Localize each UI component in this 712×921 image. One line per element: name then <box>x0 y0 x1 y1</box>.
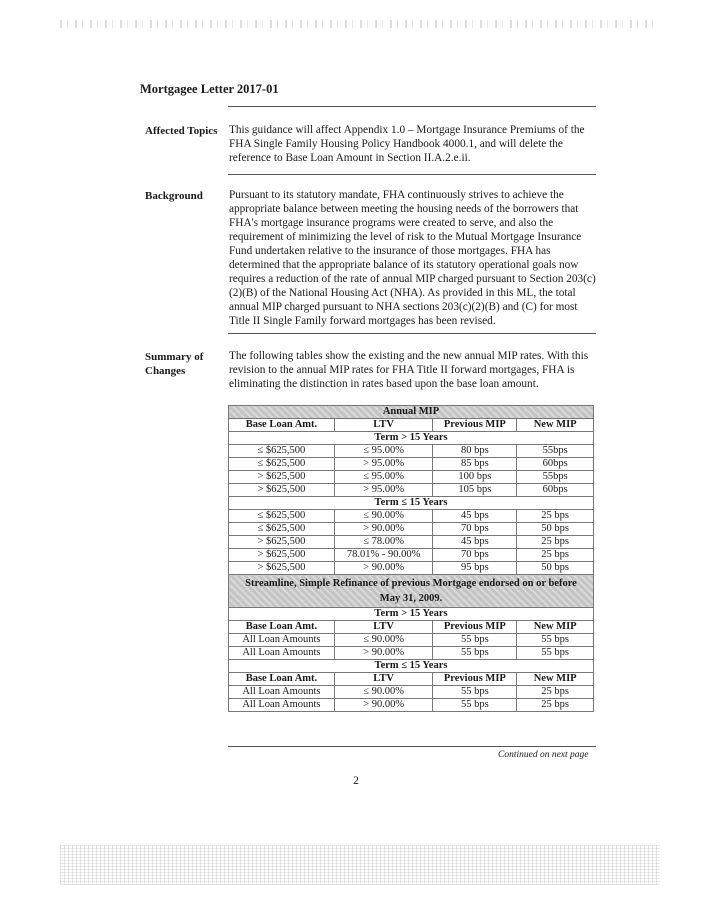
summary-label <box>145 350 225 378</box>
table-cell: 55 bps <box>433 647 517 660</box>
summary-label-line2: Changes <box>145 365 186 377</box>
table-cell: ≤ $625,500 <box>229 458 335 471</box>
table-cell: ≤ 90.00% <box>334 634 433 647</box>
summary-text: The following tables show the existing and the new annual MIP rates. With this revision to the annual MIP rates for FHA Title II forward mortgages, FHA is eliminating the distinction in rates based upon the base loan amount. <box>229 350 589 390</box>
table-cell: ≤ 90.00% <box>334 686 433 699</box>
table-cell: All Loan Amounts <box>229 634 335 647</box>
table-cell: > 90.00% <box>334 562 433 575</box>
table-row <box>229 699 594 712</box>
table-title-row <box>229 406 594 419</box>
table-row <box>229 458 594 471</box>
column-header: Base Loan Amt. <box>229 673 335 686</box>
term-label: Term > 15 Years <box>229 432 594 445</box>
table-cell: 55 bps <box>433 634 517 647</box>
column-header: LTV <box>334 621 433 634</box>
table-cell: 25 bps <box>517 510 594 523</box>
table-cell: 25 bps <box>517 536 594 549</box>
column-header: New MIP <box>517 621 594 634</box>
column-header: Base Loan Amt. <box>229 621 335 634</box>
table-cell: 100 bps <box>433 471 517 484</box>
table-cell: ≤ $625,500 <box>229 445 335 458</box>
table-cell: 70 bps <box>433 549 517 562</box>
column-header: Previous MIP <box>433 419 517 432</box>
summary-body <box>229 349 597 391</box>
annual-mip-table <box>228 405 594 712</box>
divider <box>228 746 596 747</box>
table-cell: 60bps <box>517 484 594 497</box>
table-cell: > $625,500 <box>229 562 335 575</box>
table-cell: 50 bps <box>517 523 594 536</box>
table-cell: 25 bps <box>517 549 594 562</box>
table-cell: > 90.00% <box>334 523 433 536</box>
table-title: Annual MIP <box>229 406 594 419</box>
column-header: New MIP <box>517 419 594 432</box>
affected-topics-text: This guidance will affect Appendix 1.0 – Mortgage Insurance Premiums of the FHA Single Family Housing Policy Handbook 4000.1, and will delete the reference to Base Loan Amount in Section II.A.2.e.ii. <box>229 124 585 164</box>
affected-topics-body <box>229 123 597 165</box>
background-text: Pursuant to its statutory mandate, FHA continuously strives to achieve the appropriate balance between meeting the housing needs of the borrowers that FHA's mortgage insurance programs were created to serve, and also the requirement of minimizing the level of risk to the Mutual Mortgage Insurance Fund undertaken relative to the insurance of those mortgages. FHA has determined that the appropriate balance of its statutory operational goals now requires a reduction of the rate of annual MIP charged pursuant to Section 203(c)(2)(B) of the National Housing Act (NHA). As provided in this ML, the total annual MIP charged pursuant to NHA sections 203(c)(2)(B) and (C) for most Title II Single Family forward mortgages has been revised. <box>229 189 596 327</box>
term-label: Term > 15 Years <box>229 608 594 621</box>
background-label: Background <box>145 190 203 202</box>
table-cell: 45 bps <box>433 510 517 523</box>
table-cell: 55bps <box>517 471 594 484</box>
table-cell: > 90.00% <box>334 699 433 712</box>
term-label: Term ≤ 15 Years <box>229 660 594 673</box>
continued-note: Continued on next page <box>498 750 589 760</box>
table-row <box>229 634 594 647</box>
table-row <box>229 647 594 660</box>
table-cell: > 90.00% <box>334 647 433 660</box>
table-cell: 55bps <box>517 445 594 458</box>
table-cell: 55 bps <box>433 686 517 699</box>
table-cell: > $625,500 <box>229 549 335 562</box>
table-cell: 85 bps <box>433 458 517 471</box>
table-cell: ≤ 95.00% <box>334 445 433 458</box>
table-cell: ≤ $625,500 <box>229 523 335 536</box>
table-row <box>229 445 594 458</box>
term-row <box>229 432 594 445</box>
column-header: Base Loan Amt. <box>229 419 335 432</box>
affected-topics-label: Affected Topics <box>145 125 218 137</box>
scan-noise-bottom <box>60 845 660 885</box>
streamline-title: Streamline, Simple Refinance of previous Mortgage endorsed on or before May 31, 2009. <box>229 575 594 608</box>
table-cell: 45 bps <box>433 536 517 549</box>
table-header-row <box>229 419 594 432</box>
table-cell: 25 bps <box>517 699 594 712</box>
table-cell: All Loan Amounts <box>229 647 335 660</box>
term-row <box>229 497 594 510</box>
table-row <box>229 549 594 562</box>
column-header: LTV <box>334 673 433 686</box>
scan-noise-top <box>60 20 660 28</box>
table-cell: 55 bps <box>517 647 594 660</box>
table-cell: ≤ 78.00% <box>334 536 433 549</box>
table-cell: ≤ 90.00% <box>334 510 433 523</box>
annual-mip-table-body <box>229 406 594 712</box>
table-row <box>229 562 594 575</box>
table-cell: 60bps <box>517 458 594 471</box>
table-row <box>229 686 594 699</box>
column-header: Previous MIP <box>433 621 517 634</box>
table-row <box>229 471 594 484</box>
table-cell: 25 bps <box>517 686 594 699</box>
table-cell: 80 bps <box>433 445 517 458</box>
table-cell: 55 bps <box>433 699 517 712</box>
table-cell: All Loan Amounts <box>229 699 335 712</box>
table-cell: 50 bps <box>517 562 594 575</box>
table-cell: 105 bps <box>433 484 517 497</box>
table-cell: 55 bps <box>517 634 594 647</box>
divider <box>228 174 596 175</box>
term-row <box>229 608 594 621</box>
table-row <box>229 523 594 536</box>
table-cell: ≤ $625,500 <box>229 510 335 523</box>
table-cell: 70 bps <box>433 523 517 536</box>
table-row <box>229 484 594 497</box>
table-cell: > 95.00% <box>334 484 433 497</box>
background-body <box>229 188 597 328</box>
table-row <box>229 536 594 549</box>
column-header: New MIP <box>517 673 594 686</box>
table-cell: > $625,500 <box>229 536 335 549</box>
table-cell: 95 bps <box>433 562 517 575</box>
letter-title: Mortgagee Letter 2017-01 <box>140 82 279 96</box>
table-row <box>229 510 594 523</box>
term-row <box>229 660 594 673</box>
column-header: LTV <box>334 419 433 432</box>
table-cell: 78.01% - 90.00% <box>334 549 433 562</box>
table-header-row <box>229 673 594 686</box>
table-cell: All Loan Amounts <box>229 686 335 699</box>
table-cell: > 95.00% <box>334 458 433 471</box>
summary-label-line1: Summary of <box>145 351 204 363</box>
term-label: Term ≤ 15 Years <box>229 497 594 510</box>
column-header: Previous MIP <box>433 673 517 686</box>
table-cell: > $625,500 <box>229 471 335 484</box>
page-number: 2 <box>353 775 359 787</box>
divider <box>228 106 596 107</box>
streamline-title-row <box>229 575 594 608</box>
table-cell: > $625,500 <box>229 484 335 497</box>
table-cell: ≤ 95.00% <box>334 471 433 484</box>
divider <box>228 333 596 334</box>
table-header-row <box>229 621 594 634</box>
